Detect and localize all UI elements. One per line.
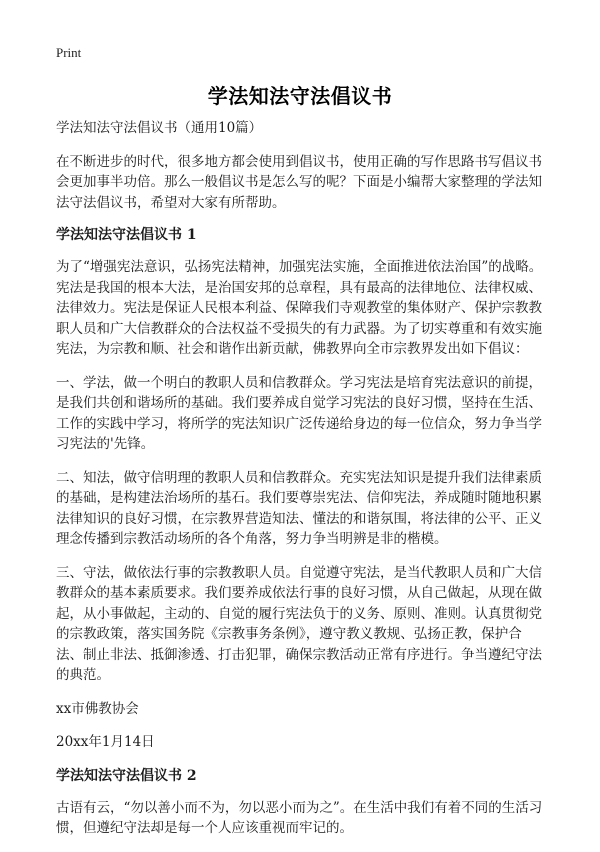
document-subtitle: 学法知法守法倡议书（通用10篇） [56,120,263,136]
section2-paragraph-1: 古语有云，“勿以善小而不为，勿以恶小而为之”。在生活中我们有着不同的生活习惯，但遵纪守法却是每一个人应该重视而牢记的。 [56,799,543,836]
document-body [56,118,546,852]
section1-paragraph-3: 二、知法，做守信明理的教职人员和信教群众。充实宪法知识是提升我们法律素质的基础，是构建法治场所的基石。我们要尊崇宪法、信仰宪法，养成随时随地积累法律知识的良好习惯，在宗教界营造知法、懂法的和谐氛围，将法律的公平、正义理念传播到宗教活动场所的各个角落，努力争当明辨是非的楷模。 [56,469,542,547]
signature: xx市佛教协会 [56,700,139,717]
intro-paragraph: 在不断进步的时代，很多地方都会使用到倡议书，使用正确的写作思路书写倡议书会更加事半功倍。那么一般倡议书是怎么写的呢？下面是小编帮大家整理的学法知法守法倡议书，希望对大家有所帮助。 [56,153,542,211]
section-heading-2: 学法知法守法倡议书 2 [56,767,197,784]
date: 20xx年1月14日 [56,734,155,750]
section1-paragraph-2: 一、学法，做一个明白的教职人员和信教群众。学习宪法是培育宪法意识的前提，是我们共创和谐场所的基础。我们要养成自觉学习宪法的良好习惯，坚持在生活、工作的实践中学习，将所学的宪法知识广泛传递给身边的每一位信众，努力争当学习宪法的'先锋。 [56,374,542,452]
document-title: 学法知法守法倡议书 [207,84,393,108]
section1-paragraph-1: 为了“增强宪法意识，弘扬宪法精神，加强宪法实施，全面推进依法治国”的战略。宪法是我国的根本大法，是治国安邦的总章程，具有最高的法律地位、法律权威、法律效力。宪法是保证人民根本利益、保障我们寺观教堂的集体财产、保护宗教教职人员和广大信教群众的合法权益不受损失的有力武器。为了切实尊重和有效实施宪法，为宗教和顺、社会和谐作出新贡献，佛教界向全市宗教界发出如下倡议： [56,259,543,357]
print-link[interactable]: Print [56,45,82,60]
section1-paragraph-4: 三、守法，做依法行事的宗教教职人员。自觉遵守宪法，是当代教职人员和广大信教群众的基本素质要求。我们要养成依法行事的良好习惯，从自己做起，从现在做起，从小事做起，主动的、自觉的履行宪法负于的义务、原则、准则。认真贯彻党的宗教政策，落实国务院《宗教事务条例》，遵守教义教规、弘扬正教，保护合法、制止非法、抵御渗透、打击犯罪，确保宗教活动正常有序进行。争当遵纪守法的典范。 [56,564,542,683]
section-heading-1: 学法知法守法倡议书 1 [56,227,197,243]
